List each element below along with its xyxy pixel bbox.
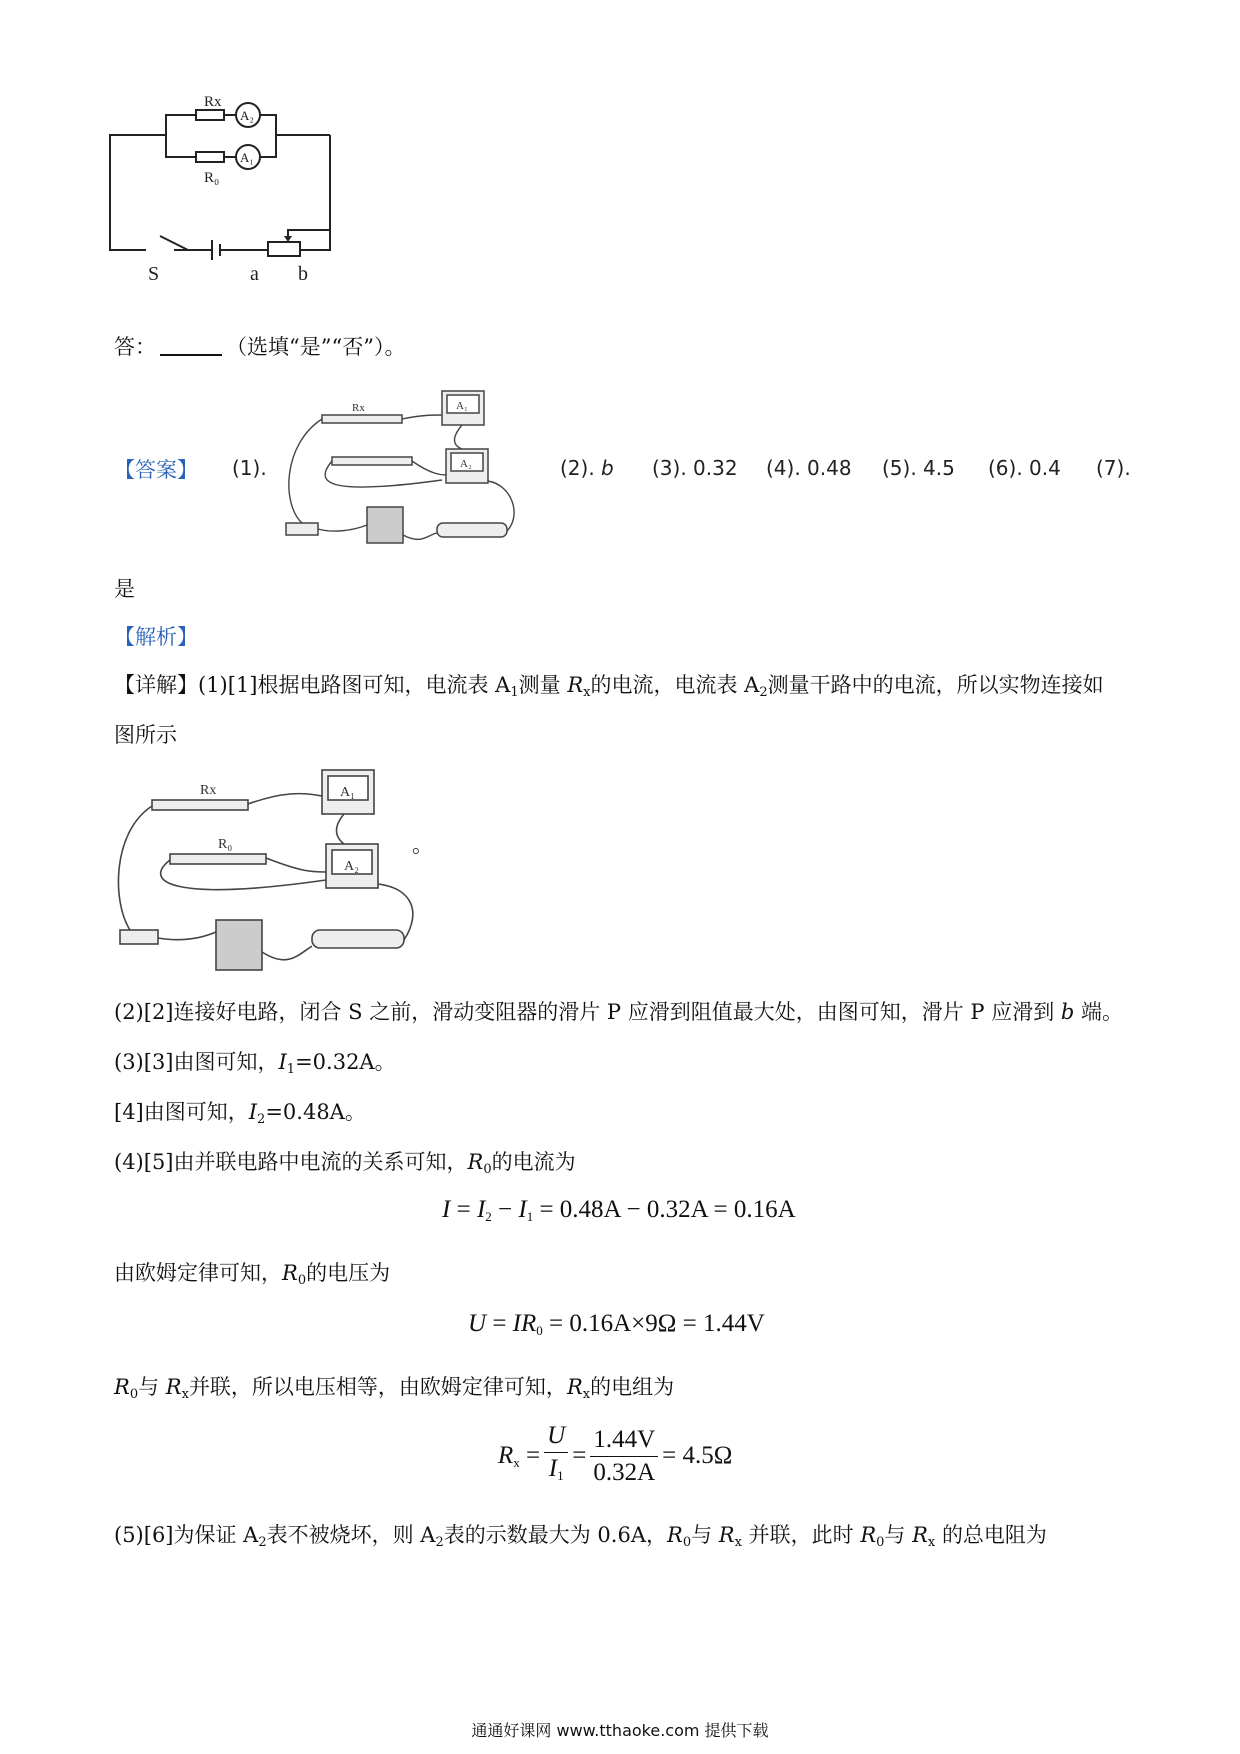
p5-text-a: (4)[5]由并联电路中电流的关系可知， [114, 1150, 468, 1174]
answer-item-2-val: b [601, 456, 614, 480]
p5-text-b: 的电流为 [491, 1150, 576, 1174]
circuit-label-rx: Rx [204, 94, 222, 110]
p7-text-a: 与 [138, 1375, 160, 1399]
p2-text-b: 端。 [1081, 1000, 1124, 1024]
circuit-label-a: a [250, 263, 259, 285]
apparatus-figure [112, 762, 422, 980]
answer-item-7: (7). [1096, 456, 1131, 480]
answer-item-7-value: 是 [114, 577, 135, 601]
answer-fig-label-a2: A₂ [460, 458, 472, 470]
answer-fig-label-rx: Rx [352, 402, 365, 414]
answer-item-4: (4). 0.48 [766, 456, 852, 480]
fraction-1-numerator: U [547, 1422, 566, 1449]
detail-paragraph-4: [4]由图可知，$I_2=0.48A$。 [114, 1100, 366, 1127]
p7-text-b: 并联，所以电压相等，由欧姆定律可知， [188, 1375, 567, 1399]
fig-label-a1: A₁ [340, 785, 355, 800]
answer-prefix: 答： [114, 335, 156, 359]
p8-text-a: (5)[6]为保证 A [114, 1523, 259, 1547]
equation-voltage-rhs: = 0.16A×9Ω = 1.44V [549, 1310, 765, 1337]
detail-tag: 【详解】 [114, 673, 198, 697]
fraction-2-numerator: 1.44V [590, 1424, 658, 1457]
p8-text-e: 并联，此时 [748, 1523, 854, 1547]
answer-item-1: (1). [232, 456, 267, 480]
p3-text: (3)[3]由图可知， [114, 1050, 279, 1074]
answer-item-6: (6). 0.4 [988, 456, 1061, 480]
answer-tag: 【答案】 [114, 458, 198, 482]
answer-fig-label-a1: A₁ [456, 400, 468, 412]
answer-choice-hint: （选填“是”“否”）。 [226, 335, 406, 359]
answer-item-3: (3). 0.32 [652, 456, 738, 480]
fraction-values [590, 1424, 658, 1489]
p8-text-g: 的总电阻为 [941, 1523, 1047, 1547]
answer-apparatus-figure [272, 385, 522, 555]
answer-item-5: (5). 4.5 [882, 456, 955, 480]
p3-value: =0.32A。 [295, 1050, 396, 1074]
p4-value: =0.48A。 [265, 1100, 366, 1124]
p1-text-d: 测量干路中的电流，所以实物连接如 [767, 673, 1104, 697]
question-answer-line [114, 332, 405, 362]
p2-text-a: (2)[2]连接好电路，闭合 S 之前，滑动变阻器的滑片 P 应滑到阻值最大处，由图可知，滑片 P 应滑到 [114, 1000, 1055, 1024]
equation-current-rhs: = 0.48A − 0.32A = 0.16A [539, 1196, 796, 1223]
detail-paragraph-3: (3)[3]由图可知，$I_1=0.32A$。 [114, 1050, 396, 1077]
equation-resistance: $R_x$ = $\frac{U}{I_1}$ = $\frac{1.44V}{0.32A}$ = 4.5Ω [498, 1420, 732, 1492]
p1-text-c: 的电流，电流表 A [590, 673, 760, 697]
answer-item-2-num: (2). [560, 456, 595, 480]
detail-paragraph-8: (5)[6]为保证 $A_2$表不被烧坏，则 $A_2$表的示数最大为 0.6A，$R_0$与 $R_x$ 并联，此时 $R_0$与 $R_x$ 的总电阻为 [114, 1523, 1047, 1550]
p7-text-c: 的电组为 [590, 1375, 675, 1399]
circuit-label-b: b [298, 263, 308, 285]
analysis-tag: 【解析】 [114, 625, 198, 649]
circuit-label-r0: R₀ [204, 170, 220, 186]
p6-text-a: 由欧姆定律可知， [114, 1261, 282, 1285]
p1-text-a: (1)[1]根据电路图可知，电流表 A [198, 673, 511, 697]
detail-paragraph-7: $R_0$与 $R_x$并联，所以电压相等，由欧姆定律可知，$R_x$的电组为 [114, 1375, 675, 1402]
p8-text-c: 表的示数最大为 0.6A， [443, 1523, 667, 1547]
detail-paragraph-1: 【详解】(1)[1]根据电路图可知，电流表 $A_1$测量 $R_x$的电流，电流表 $A_2$测量干路中的电流，所以实物连接如 [114, 673, 1104, 700]
fig-label-r0: R₀ [218, 837, 233, 852]
figure-period: 。 [412, 833, 433, 857]
p8-text-f: 与 [884, 1523, 906, 1547]
circuit-label-a1: A₁ [240, 150, 254, 165]
circuit-label-s: S [148, 263, 160, 285]
detail-paragraph-6: 由欧姆定律可知，$R_0$的电压为 [114, 1261, 391, 1288]
page-footer: 通通好课网 www.tthaoke.com 提供下载 [471, 1721, 769, 1740]
fig-label-a2: A₂ [344, 859, 359, 874]
circuit-schematic [108, 90, 368, 290]
equation-voltage: $U = IR_0 = 0.16A\times 9\Omega = 1.44V$ [468, 1310, 765, 1338]
detail-paragraph-1-line2: 图所示 [114, 723, 177, 747]
fraction-2-denominator: 0.32A [593, 1458, 656, 1486]
circuit-label-a2: A₂ [240, 108, 254, 123]
answer-item-2 [560, 456, 614, 480]
p8-text-d: 与 [691, 1523, 713, 1547]
p1-text-b: 测量 [518, 673, 561, 697]
fraction-u-over-i1: $\frac{U}{I_1}$ [544, 1420, 568, 1492]
p4-text: [4]由图可知， [114, 1100, 249, 1124]
p6-text-b: 的电压为 [306, 1261, 391, 1285]
equation-current: $I = I_2 - I_1 = 0.48A - 0.32A = 0.16A$ [442, 1196, 796, 1224]
detail-paragraph-2: (2)[2]连接好电路，闭合 S 之前，滑动变阻器的滑片 P 应滑到阻值最大处，由图可知，滑片 P 应滑到 b 端。 [114, 1000, 1124, 1024]
detail-paragraph-5: (4)[5]由并联电路中电流的关系可知，$R_0$的电流为 [114, 1150, 576, 1177]
fig-label-rx: Rx [200, 783, 217, 798]
answer-blank [160, 334, 222, 356]
p8-text-b: 表不被烧坏，则 A [266, 1523, 436, 1547]
equation-resistance-result: = 4.5Ω [662, 1442, 733, 1469]
